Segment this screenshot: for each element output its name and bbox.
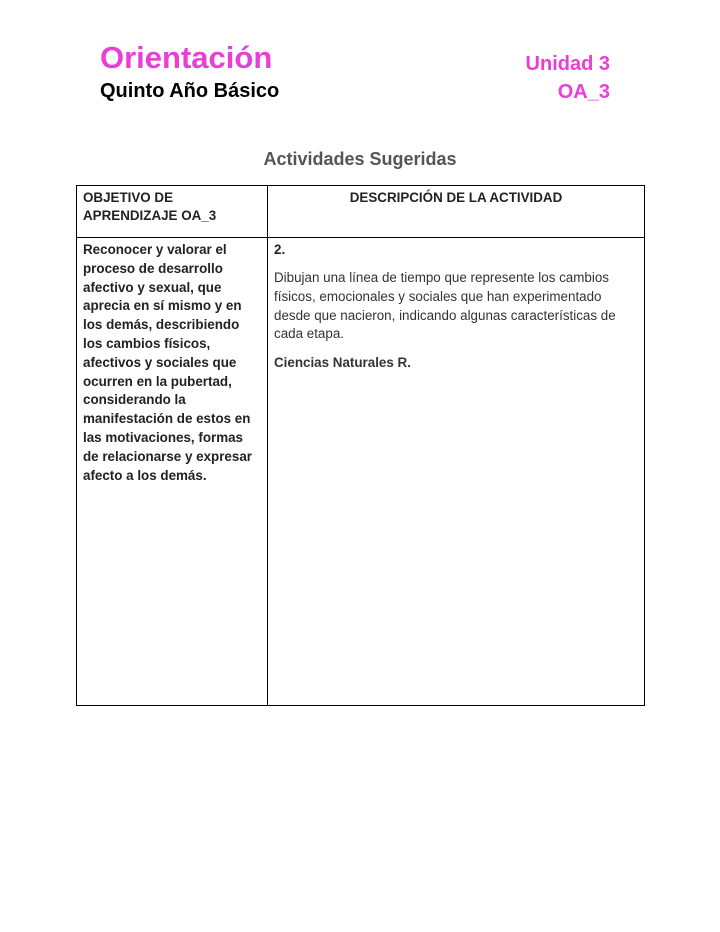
objective-text: Reconocer y valorar el proceso de desarrollo afectivo y sexual, que aprecia en sí mismo y en los demás, describiendo los cambios físicos, afectivos y sociales que ocurren en la pubertad, considerando la manifestación de estos en las motivaciones, formas de relacionarse y expresar afecto a los demás.	[83, 242, 252, 483]
activities-table	[76, 185, 645, 706]
activity-number: 2.	[274, 242, 286, 257]
table-header-row	[77, 186, 645, 238]
grade-title: Quinto Año Básico	[100, 80, 280, 102]
subject-title: Orientación	[100, 40, 273, 75]
objective-cell	[77, 238, 268, 706]
activity-description: Dibujan una línea de tiempo que represente los cambios físicos, emocionales y sociales que han experimentado desde que nacieron, indicando algunas características de cada etapa.	[274, 270, 616, 342]
activity-subject: Ciencias Naturales R.	[274, 355, 411, 371]
unit-label: Unidad 3	[525, 53, 610, 75]
oa-label: OA_3	[557, 81, 610, 103]
table-row	[77, 238, 645, 706]
objective-header: OBJETIVO DE APRENDIZAJE OA_3	[77, 186, 268, 238]
section-title: Actividades Sugeridas	[263, 149, 457, 169]
description-header: DESCRIPCIÓN DE LA ACTIVIDAD	[268, 186, 645, 238]
activity-cell	[268, 238, 645, 706]
